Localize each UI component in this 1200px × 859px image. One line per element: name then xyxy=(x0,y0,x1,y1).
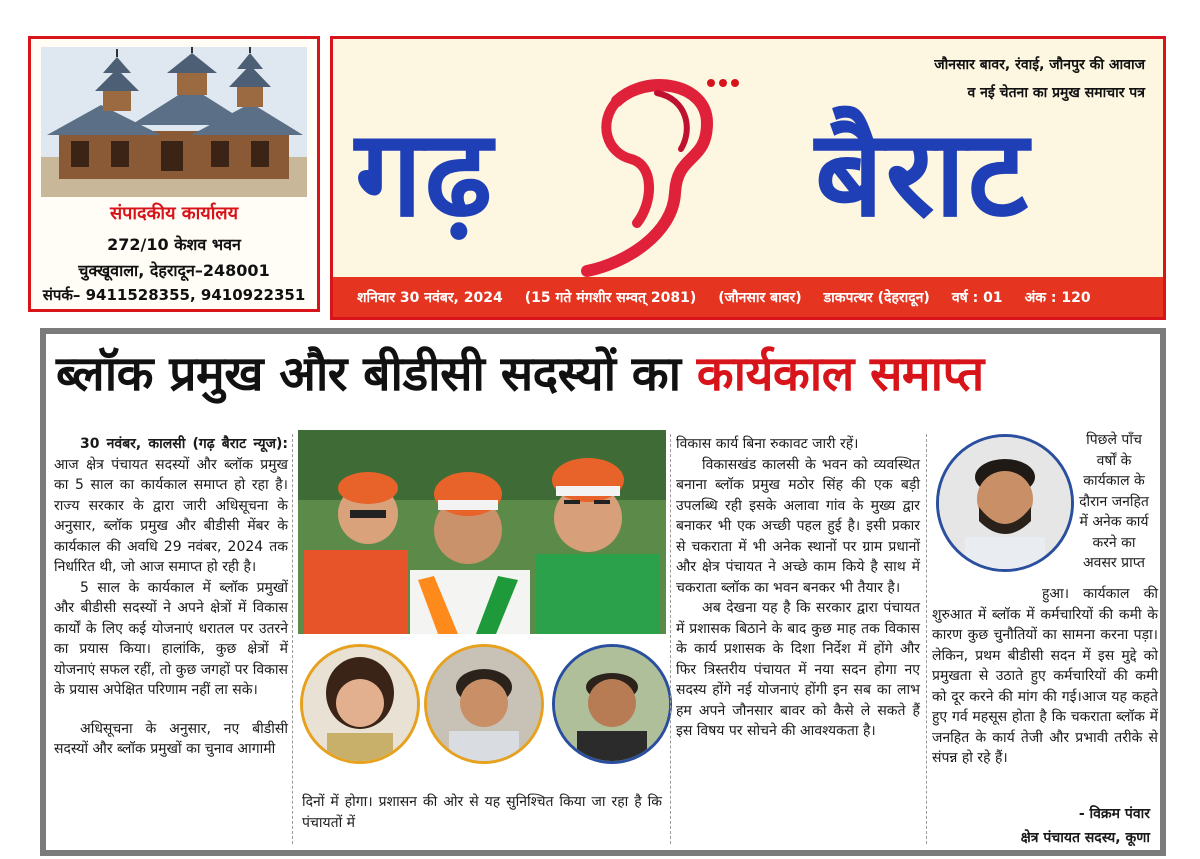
col4-side-line: अवसर प्राप्त xyxy=(1082,555,1145,571)
col4-side-line: वर्षों के xyxy=(1096,452,1132,469)
col4-side-line: दौरान जनहित xyxy=(1079,493,1149,510)
article-column-4 xyxy=(932,584,1158,769)
region-name: (जौनसार बावर) xyxy=(718,289,802,306)
title-left-word: गढ़ xyxy=(355,105,495,244)
headline-accent: कार्यकाल समाप्त xyxy=(696,346,984,402)
col4-side-line: में अनेक कार्य xyxy=(1079,514,1149,530)
headline-main: ब्लॉक प्रमुख और बीडीसी सदस्यों का xyxy=(56,346,697,402)
issue-date: शनिवार 30 नवंबर, 2024 xyxy=(357,289,503,306)
masthead-title-box xyxy=(330,36,1166,320)
col3-paragraph-2: विकासखंड कालसी के भवन को व्यवस्थित बनाना ब्लॉक प्रमुख मठोर सिंह की एक बड़ी उपलब्धि रही इसके अलावा गांव के मुख्य द्वार बनाकर भी एक अच्छी पहल हुई है। इसी प्रकार से चकराता में भी अनेक स्थानों पर ग्राम प्रधानों और क्षेत्र पंचायत ने अच्छे काम किये है साथ में चकराता ब्लॉक का भवन बनकर भी तैयार है। xyxy=(676,456,920,596)
col4-side-line: पिछले पाँच xyxy=(1086,432,1142,448)
author-signature-title: क्षेत्र पंचायत सदस्य, कूणा xyxy=(1020,830,1150,846)
volume-year: वर्ष : 01 xyxy=(951,289,1003,306)
tagline-line1: जौनसार बावर, रंवाई, जौनपुर की आवाज xyxy=(934,57,1145,73)
woman-portrait-photo xyxy=(300,644,420,764)
title-right-word: बैराट xyxy=(815,105,1031,244)
author-signature-name: - विक्रम पंवार xyxy=(1078,806,1150,822)
article-headline xyxy=(56,340,984,405)
post-office: डाकपत्थर (देहरादून) xyxy=(823,289,930,306)
article-box xyxy=(40,328,1166,856)
col4-side-line: करने का xyxy=(1092,534,1136,551)
column-divider xyxy=(670,434,671,844)
office-address-line2: चुक्खूवाला, देहरादून–248001 xyxy=(78,261,270,280)
col1-paragraph-2: 5 साल के कार्यकाल में ब्लॉक प्रमुखों और बीडीसी सदस्यों ने अपने क्षेत्रों में विकास कार्यों के लिए कई योजनाएं धरातल पर उतरने का प्रयास किया। हालांकि, कुछ क्षेत्रों में योजनाएं सफल रहीं, तो कुछ जगहों पर विकास के प्रयास अपेक्षित परिणाम नहीं ला सके। xyxy=(54,579,288,698)
date-info-bar xyxy=(333,277,1163,317)
col1-paragraph-1: आज क्षेत्र पंचायत सदस्यों और ब्लॉक प्रमुख का 5 साल का कार्यकाल समाप्त हो रहा है। राज्य सरकार के द्वारा जारी अधिसूचना के अनुसार, ब्लॉक प्रमुख और बीडीसी मेंबर के कार्यकाल की अवधि 29 नवंबर, 2024 तक निर्धारित थी, जो आज समाप्त हो रही है। xyxy=(54,456,288,575)
group-photo xyxy=(298,430,666,634)
col3-paragraph-1: विकास कार्य बिना रुकावट जारी रहें। xyxy=(676,436,859,452)
col1-paragraph-3: अधिसूचना के अनुसार, नए बीडीसी सदस्यों और ब्लॉक प्रमुखों का चुनाव आगामी xyxy=(54,720,288,757)
emblem-logo xyxy=(557,53,753,279)
samvat-date: (15 गते मंगशीर सम्वत् 2081) xyxy=(524,289,697,306)
vikram-panwar-portrait xyxy=(936,434,1074,572)
office-address-line1: 272/10 केशव भवन xyxy=(107,235,241,254)
tagline-line2: व नई चेतना का प्रमुख समाचार पत्र xyxy=(967,85,1145,101)
office-contact: संपर्क– 9411528355, 9410922351 xyxy=(42,286,306,304)
column-divider xyxy=(926,434,927,844)
man-portrait-photo-2 xyxy=(552,644,672,764)
man-portrait-photo-1 xyxy=(424,644,544,764)
article-column-1 xyxy=(54,434,288,760)
office-heading: संपादकीय कार्यालय xyxy=(109,203,239,224)
article-dateline: 30 नवंबर, कालसी (गढ़ बैराट न्यूज): xyxy=(80,436,288,452)
article-column-2 xyxy=(302,792,662,833)
issue-number: अंक : 120 xyxy=(1024,289,1091,306)
article-column-3 xyxy=(676,434,920,742)
col3-paragraph-3: अब देखना यह है कि सरकार द्वारा पंचायत में प्रशासक बिठाने के बाद कुछ माह तक विकास के कार्य प्रशासक के दिशा निर्देश में होंगे और फिर त्रिस्तरीय पंचायत में नया सदन होगा नए सदस्य होंगे नई योजनाएं होंगी इन सब का लाभ हम अपने जौनसार बावर को कैसे ले सकते हैं इस विषय पर सोचने की आवश्यकता है। xyxy=(676,600,920,739)
col4-side-line: कार्यकाल के xyxy=(1083,473,1145,489)
col4-side-text xyxy=(1072,430,1156,574)
col4-paragraph-1: हुआ। कार्यकाल की शुरुआत में ब्लॉक में कर्मचारियों की कमी के कारण कुछ चुनौतियों का सामना करना पड़ा। लेकिन, प्रथम बीडीसी सदन में इस मुद्दे को प्रमुखता से उठाते हुए कर्मचारियों की कमी को दूर करने की मांग की गई।आज यह कहते हुए गर्व महसूस होता है कि चकराता ब्लॉक में जनहित के कार्य तेजी और प्रभावी तरीके से संपन्न हो रहे हैं। xyxy=(932,586,1158,766)
editorial-office-box xyxy=(28,36,320,312)
column-divider xyxy=(292,434,293,844)
temple-illustration xyxy=(41,47,307,197)
col2-paragraph-1: दिनों में होगा। प्रशासन की ओर से यह सुनिश्चित किया जा रहा है कि पंचायतों में xyxy=(302,794,662,831)
